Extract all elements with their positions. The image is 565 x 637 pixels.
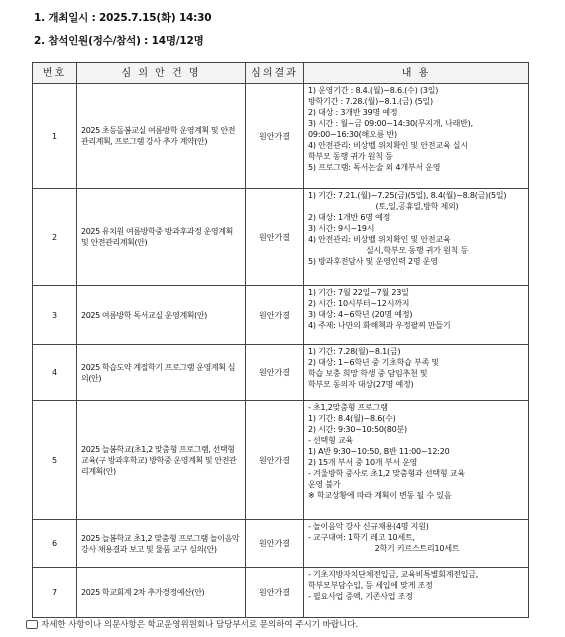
row-number: 3 xyxy=(33,286,77,345)
content-line: - 초1,2맞춤형 프로그램 xyxy=(308,403,388,412)
content-line: 학부모부담수입, 등 세입에 맞게 조정 xyxy=(308,581,433,590)
content-line: 1) 기간: 7월 22일~7월 23일 xyxy=(308,288,409,297)
content-cell xyxy=(304,286,529,345)
content-line: (토,일,공휴일,방학 제외) xyxy=(375,202,459,211)
table-row xyxy=(33,401,529,520)
content-line: 2) 대상 : 3개반 39명 예정 xyxy=(308,108,398,117)
content-line: 1) A반 9:30~10:50, B반 11:00~12:20 xyxy=(308,447,450,456)
attendance: 2. 참석인원(정수/참석) : 14명/12명 xyxy=(34,35,204,47)
result-cell: 원안가결 xyxy=(246,401,304,520)
content-line: 2) 시간: 10시부터~12시까지 xyxy=(308,299,410,308)
content-line: 학부모 동행 귀가 원칙 등 xyxy=(308,152,393,161)
table-row xyxy=(33,84,529,189)
content-cell xyxy=(304,345,529,401)
content-line: 3) 시간: 9시~19시 xyxy=(308,224,375,233)
content-line: 3) 대상: 4~6학년 (20명 예정) xyxy=(308,310,413,319)
content-line: 실시,학부모 동행 귀가 원칙 등 xyxy=(365,246,469,255)
content-cell xyxy=(304,401,529,520)
agenda-title: 2025 늘봄학교(초1,2 맞춤형 프로그램, 선택형 교육(구 방과후학교) 방학중 운영계획 및 안전관리계획(안) xyxy=(77,401,246,520)
content-line: - 필요사업 증액, 기존사업 조정 xyxy=(308,592,413,601)
row-number: 4 xyxy=(33,345,77,401)
header-content: 내 용 xyxy=(304,63,529,84)
table-row xyxy=(33,189,529,286)
content-line: - 선택형 교육 xyxy=(308,436,354,445)
content-line: 1) 기간: 7.21.(월)~7.25(금)(5일), 8.4(월)~8.8(금)(5일) xyxy=(308,191,507,200)
agenda-title: 2025 유치원 여름방학중 방과후과정 운영계획 및 안전관리계획(안) xyxy=(77,189,246,286)
agenda-title: 2025 학교회계 2차 추가경정예산(안) xyxy=(77,568,246,618)
row-number: 1 xyxy=(33,84,77,189)
content-line: 5) 프로그램: 독서논술 외 4개부서 운영 xyxy=(308,163,441,172)
content-line: 1) 기간: 7.28(월)~8.1(금) xyxy=(308,347,401,356)
content-line: - 겨울방학 중사로 초1,2 맞춤형과 선택형 교육 xyxy=(308,469,465,478)
content-line: 5) 방과후전담사 및 운영인력 2명 운영 xyxy=(308,257,438,266)
note-icon xyxy=(26,620,38,629)
row-number: 5 xyxy=(33,401,77,520)
result-cell: 원안가결 xyxy=(246,568,304,618)
content-line: 운영 불가 xyxy=(308,480,341,489)
content-cell xyxy=(304,189,529,286)
content-line: 2학기 키르스트리10세트 xyxy=(374,544,460,553)
header-agenda: 심 의 안 건 명 xyxy=(77,63,246,84)
row-number: 6 xyxy=(33,520,77,568)
agenda-title: 2025 늘봄학교 초1,2 맞춤형 프로그램 놀이음악 강사 채용결과 보고 및 물품 교구 심의(안) xyxy=(77,520,246,568)
header-number: 번호 xyxy=(33,63,77,84)
row-number: 2 xyxy=(33,189,77,286)
content-line: - 교구대여: 1학기 레고 10세트, xyxy=(308,533,415,542)
content-line: 방학기간 : 7.28.(월)~8.1.(금) (5일) xyxy=(308,97,433,106)
content-line: 4) 주제: 나만의 화해책과 우정팔찌 만들기 xyxy=(308,321,451,330)
result-cell: 원안가결 xyxy=(246,189,304,286)
table-row xyxy=(33,568,529,618)
result-cell: 원안가결 xyxy=(246,286,304,345)
agenda-title: 2025 초등돌봄교실 여름방학 운영계획 및 안전관리계획, 프로그램 강사 추가 계약(안) xyxy=(77,84,246,189)
content-cell xyxy=(304,84,529,189)
result-cell: 원안가결 xyxy=(246,84,304,189)
content-line: ※ 학교상황에 따라 계획이 변동 될 수 있음 xyxy=(308,491,452,500)
content-line: 1) 기간: 8.4(월)~8.6(수) xyxy=(308,414,396,423)
table-row xyxy=(33,345,529,401)
row-number: 7 xyxy=(33,568,77,618)
content-line: 4) 안전관리: 비상벨 위치확인 및 안전교육 xyxy=(308,235,451,244)
content-line: 1) 운영기간 : 8.4.(월)~8.6.(수) (3일) xyxy=(308,86,439,95)
content-line: 2) 대상: 1개반 6명 예정 xyxy=(308,213,391,222)
content-line: 09:00~16:30(해오름 반) xyxy=(308,130,397,139)
content-line: 3) 시간 : 월~금 09:00~14:30(무지개, 나래반), xyxy=(308,119,473,128)
footnote xyxy=(26,618,358,630)
content-line: - 기초지방자치단체전입금, 교육비특별회계전입금, xyxy=(308,570,479,579)
content-line: 2) 대상: 1~6학년 중 기초학습 부족 및 xyxy=(308,358,439,367)
content-line: - 놀이음악 강사 신규채용(4명 지원) xyxy=(308,522,429,531)
meeting-date: 1. 개최일시 : 2025.7.15(화) 14:30 xyxy=(34,12,212,24)
content-cell xyxy=(304,568,529,618)
agenda-title: 2025 여름방학 독서교실 운영계획(안) xyxy=(77,286,246,345)
footnote-text: 자세한 사항이나 의문사항은 학교운영위원회나 담당부서로 문의하여 주시기 바랍니다. xyxy=(41,620,359,630)
content-line: 2) 15개 부서 중 10개 부서 운영 xyxy=(308,458,418,467)
table-row xyxy=(33,520,529,568)
header-result: 심의결과 xyxy=(246,63,304,84)
result-cell: 원안가결 xyxy=(246,520,304,568)
result-cell: 원안가결 xyxy=(246,345,304,401)
content-line: 2) 시간: 9:30~10:50(80분) xyxy=(308,425,407,434)
agenda-table xyxy=(32,62,529,618)
content-line: 4) 안전관리: 비상벨 위치확인 및 안전교육 실시 xyxy=(308,141,468,150)
agenda-title: 2025 학습도약 계절학기 프로그램 운영계획 심의(안) xyxy=(77,345,246,401)
table-header-row xyxy=(33,63,529,84)
table-row xyxy=(33,286,529,345)
content-line: 학습 보충 희망 학생 중 담임추천 및 xyxy=(308,369,428,378)
content-line: 학부모 동의자 대상(27명 예정) xyxy=(308,380,414,389)
content-cell xyxy=(304,520,529,568)
